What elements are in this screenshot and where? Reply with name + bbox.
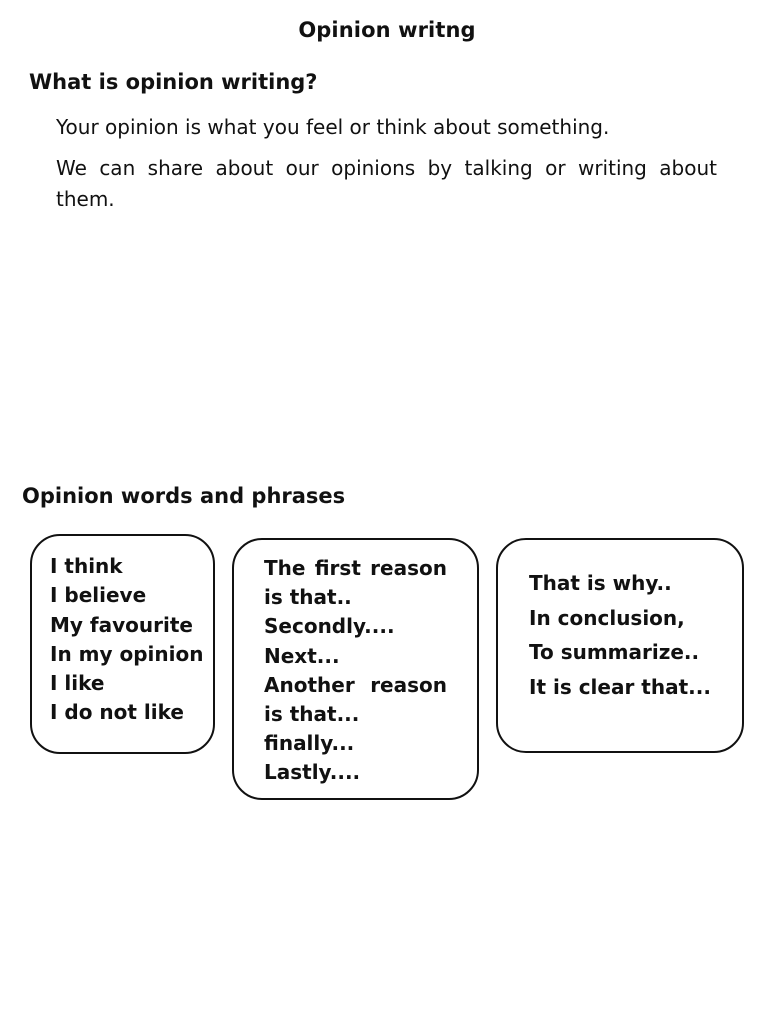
- phrase-item: I like: [50, 671, 105, 696]
- definition-paragraph: Your opinion is what you feel or think about something.: [56, 115, 610, 139]
- phrase-item: Another reason is that...: [264, 672, 447, 727]
- sharing-opinions-paragraph: We can share about our opinions by talking or writing about them.: [56, 156, 717, 211]
- phrase-item: finally...: [264, 731, 355, 756]
- reason-phrases-list: [264, 554, 447, 788]
- phrase-item: I think: [50, 554, 123, 578]
- phrase-item: Next...: [264, 643, 340, 668]
- reason-phrases-box: [232, 538, 479, 800]
- phrase-item: It is clear that...: [529, 674, 711, 699]
- phrase-item: To summarize..: [529, 640, 700, 664]
- section-heading-what-is-opinion-writing: What is opinion writing?: [29, 70, 318, 94]
- conclusion-phrases-box: [496, 538, 744, 753]
- opinion-starters-box: [30, 534, 215, 754]
- phrase-item: I believe: [50, 583, 147, 608]
- phrase-item: Secondly....: [264, 614, 395, 639]
- page-title: Opinion writng: [298, 18, 476, 42]
- opinion-starters-list: [50, 552, 213, 728]
- phrase-item: That is why..: [529, 571, 672, 595]
- phrase-item: In my opinion: [50, 641, 204, 666]
- phrase-item: In conclusion,: [529, 605, 685, 630]
- conclusion-phrases-list: [529, 566, 742, 704]
- phrase-item: My favourite: [50, 612, 193, 637]
- phrase-item: Lastly....: [264, 760, 361, 785]
- section-heading-opinion-words: Opinion words and phrases: [22, 484, 346, 508]
- phrase-item: I do not like: [50, 700, 184, 725]
- phrase-item: The first reason is that..: [264, 556, 447, 610]
